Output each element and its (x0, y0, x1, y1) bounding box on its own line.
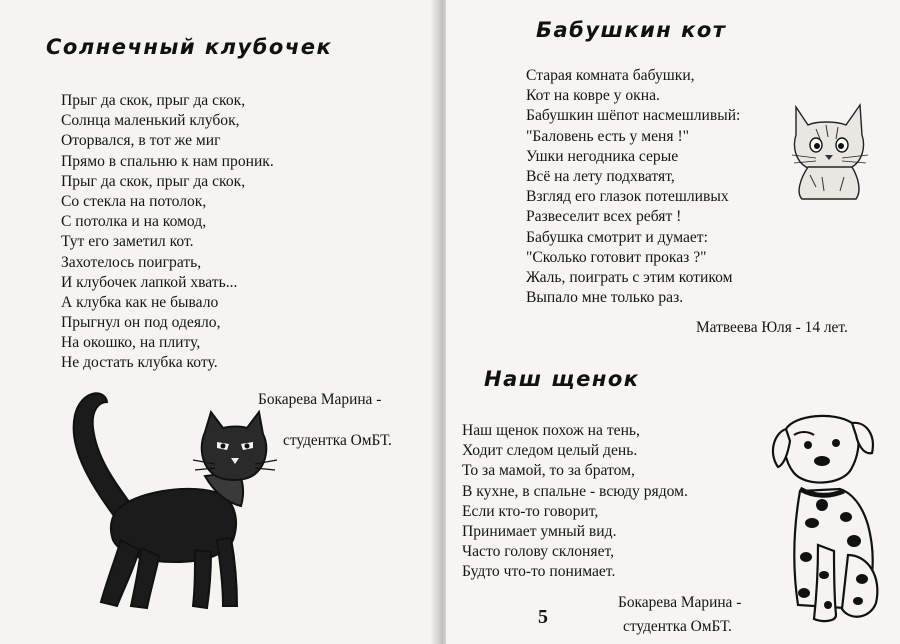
poem-line: Часто голову склоняет, (462, 543, 615, 561)
poem-line: Солнца маленький клубок, (61, 112, 240, 130)
poem-line: Старая комната бабушки, (526, 67, 695, 84)
poem-line: Наш щенок похож на тень, (462, 422, 640, 439)
left-author-name: Бокарева Марина - (258, 391, 382, 408)
poem-line: Развеселит всех ребят ! (526, 208, 682, 226)
left-poem-lines (61, 91, 274, 374)
poem-line: Всё на лету подхватят, (526, 167, 675, 185)
poem-line: То за мамой, то за братом, (462, 462, 635, 480)
poem-line: Жаль, поиграть с этим котиком (526, 268, 733, 286)
left-page (0, 0, 446, 644)
poem-line: Прыг да скок, прыг да скок, (61, 92, 246, 109)
poem-line: Со стекла на потолок, (61, 192, 207, 210)
poem-line: Прыгнул он под одеяло, (61, 314, 221, 332)
poem-line: Прыг да скок, прыг да скок, (61, 172, 246, 190)
poem-line: Бабушка смотрит и думает: (526, 228, 708, 246)
right-poem2-author-affiliation: студентка ОмБТ. (623, 618, 732, 635)
poem-line: Ушки негодника серые (526, 147, 679, 165)
poem-line: "Сколько готовит проказ ?" (526, 248, 707, 266)
page-number: 5 (538, 606, 548, 628)
poem-line: Кот на ковре у окна. (526, 87, 660, 105)
poem-line: Прямо в спальню к нам проник. (61, 152, 274, 170)
black-cat-icon (55, 380, 285, 620)
kitten-icon (786, 95, 876, 205)
right-poem2-author-name: Бокарева Марина - (618, 594, 742, 611)
poem-line: С потолка и на комод, (61, 213, 207, 231)
poem-line: Выпало мне только раз. (526, 289, 684, 307)
right-poem2-lines (462, 421, 688, 583)
poem-line: Принимает умный вид. (462, 522, 617, 540)
poem-line: И клубочек лапкой хвать... (61, 273, 238, 291)
poem-line: Если кто-то говорит, (462, 502, 599, 520)
poem-line: Будто что-то понимает. (462, 563, 616, 581)
right-poem1-author: Матвеева Юля - 14 лет. (696, 319, 848, 336)
right-poem1-title: Бабушкин кот (536, 18, 727, 42)
right-poem2-title: Наш щенок (484, 367, 640, 391)
right-page (446, 0, 900, 644)
left-poem-title: Солнечный клубочек (46, 35, 333, 59)
poem-line: Ходит следом целый день. (462, 442, 638, 460)
poem-line: На окошко, на плиту, (61, 334, 201, 352)
poem-line: Бабушкин шёпот насмешливый: (526, 107, 741, 125)
spotted-puppy-icon (764, 405, 894, 635)
poem-line: Взгляд его глазок потешливых (526, 188, 729, 206)
poem-line: А клубка как не бывало (61, 293, 219, 311)
left-author-affiliation: студентка ОмБТ. (283, 432, 392, 449)
poem-line: Захотелось поиграть, (61, 253, 202, 271)
poem-line: Оторвался, в тот же миг (61, 132, 221, 150)
poem-line: Не достать клубка коту. (61, 354, 218, 372)
poem-line: В кухне, в спальне - всюду рядом. (462, 482, 688, 500)
poem-line: Тут его заметил кот. (61, 233, 194, 251)
poem-line: "Баловень есть у меня !" (526, 127, 690, 145)
right-poem1-lines (526, 66, 740, 308)
